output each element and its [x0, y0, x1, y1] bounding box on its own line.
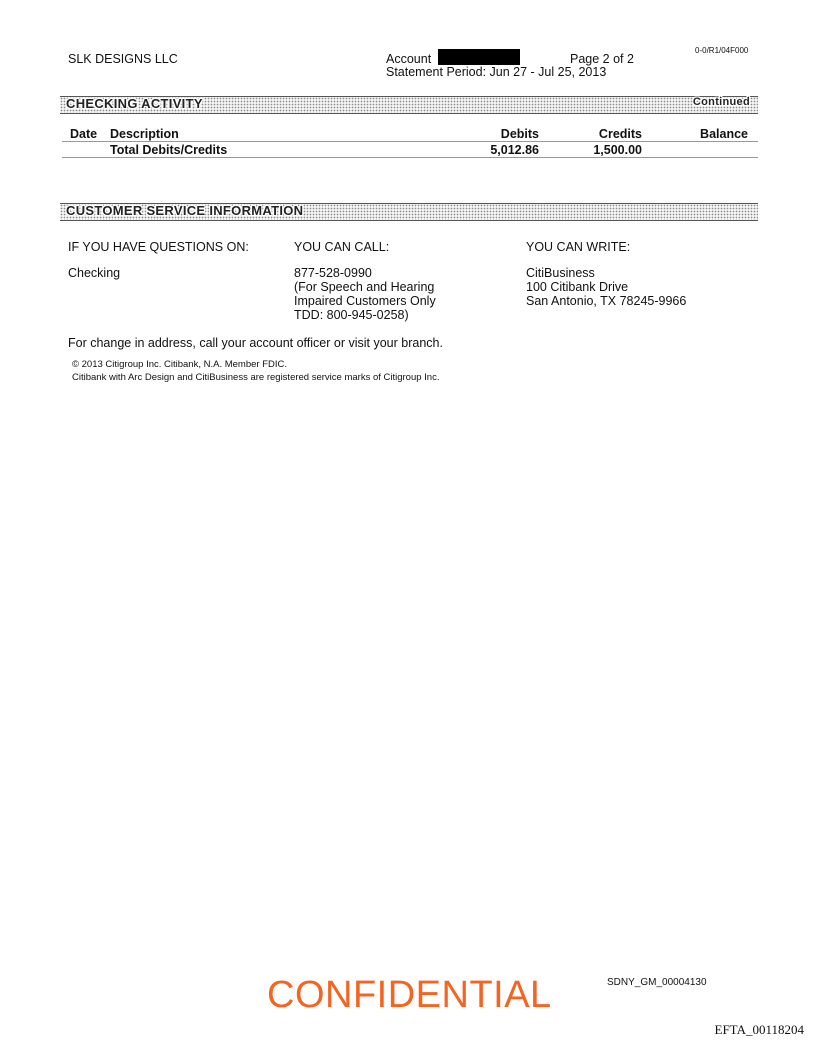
col-description: Description: [110, 127, 179, 141]
checking-activity-title: CHECKING ACTIVITY: [66, 96, 203, 111]
company-name: SLK DESIGNS LLC: [68, 52, 178, 66]
col-debits: Debits: [500, 127, 539, 141]
copyright-notice: © 2013 Citigroup Inc. Citibank, N.A. Member FDIC.: [72, 359, 288, 370]
address-line: CitiBusiness: [526, 266, 595, 280]
call-header: YOU CAN CALL:: [294, 240, 390, 254]
confidential-stamp: CONFIDENTIAL: [267, 974, 552, 1016]
phone-line: Impaired Customers Only: [294, 294, 436, 308]
address-line: 100 Citibank Drive: [526, 280, 629, 294]
topic-checking: Checking: [68, 266, 121, 280]
col-balance: Balance: [700, 127, 748, 141]
document-id: SDNY_GM_00004130: [607, 977, 707, 988]
col-credits: Credits: [598, 127, 642, 141]
total-debits: 5,012.86: [490, 143, 539, 157]
phone-line: (For Speech and Hearing: [294, 280, 435, 294]
form-code: 0-0/R1/04F000: [695, 46, 749, 55]
write-header: YOU CAN WRITE:: [526, 240, 631, 254]
trademark-notice: Citibank with Arc Design and CitiBusiness are registered service marks of Citigroup Inc.: [72, 372, 440, 383]
totals-label: Total Debits/Credits: [110, 143, 228, 157]
customer-service-band: [60, 203, 758, 221]
phone-line: TDD: 800-945-0258): [294, 308, 409, 322]
questions-header: IF YOU HAVE QUESTIONS ON:: [68, 240, 249, 254]
customer-service-title: CUSTOMER SERVICE INFORMATION: [66, 203, 304, 218]
header-rule: [62, 141, 758, 142]
account-label: Account: [386, 52, 432, 66]
statement-period: Statement Period: Jun 27 - Jul 25, 2013: [386, 65, 607, 79]
continued-label: Continued: [692, 96, 750, 108]
bates-number: EFTA_00118204: [714, 1022, 804, 1037]
page-number: Page 2 of 2: [570, 52, 634, 66]
redaction-box: [438, 49, 520, 65]
checking-activity-band: [60, 96, 758, 114]
address-line: San Antonio, TX 78245-9966: [526, 294, 687, 308]
totals-rule: [62, 157, 758, 158]
address-change-note: For change in address, call your account officer or visit your branch.: [68, 336, 443, 350]
col-date: Date: [70, 127, 98, 141]
phone-line: 877-528-0990: [294, 266, 372, 280]
total-credits: 1,500.00: [593, 143, 642, 157]
